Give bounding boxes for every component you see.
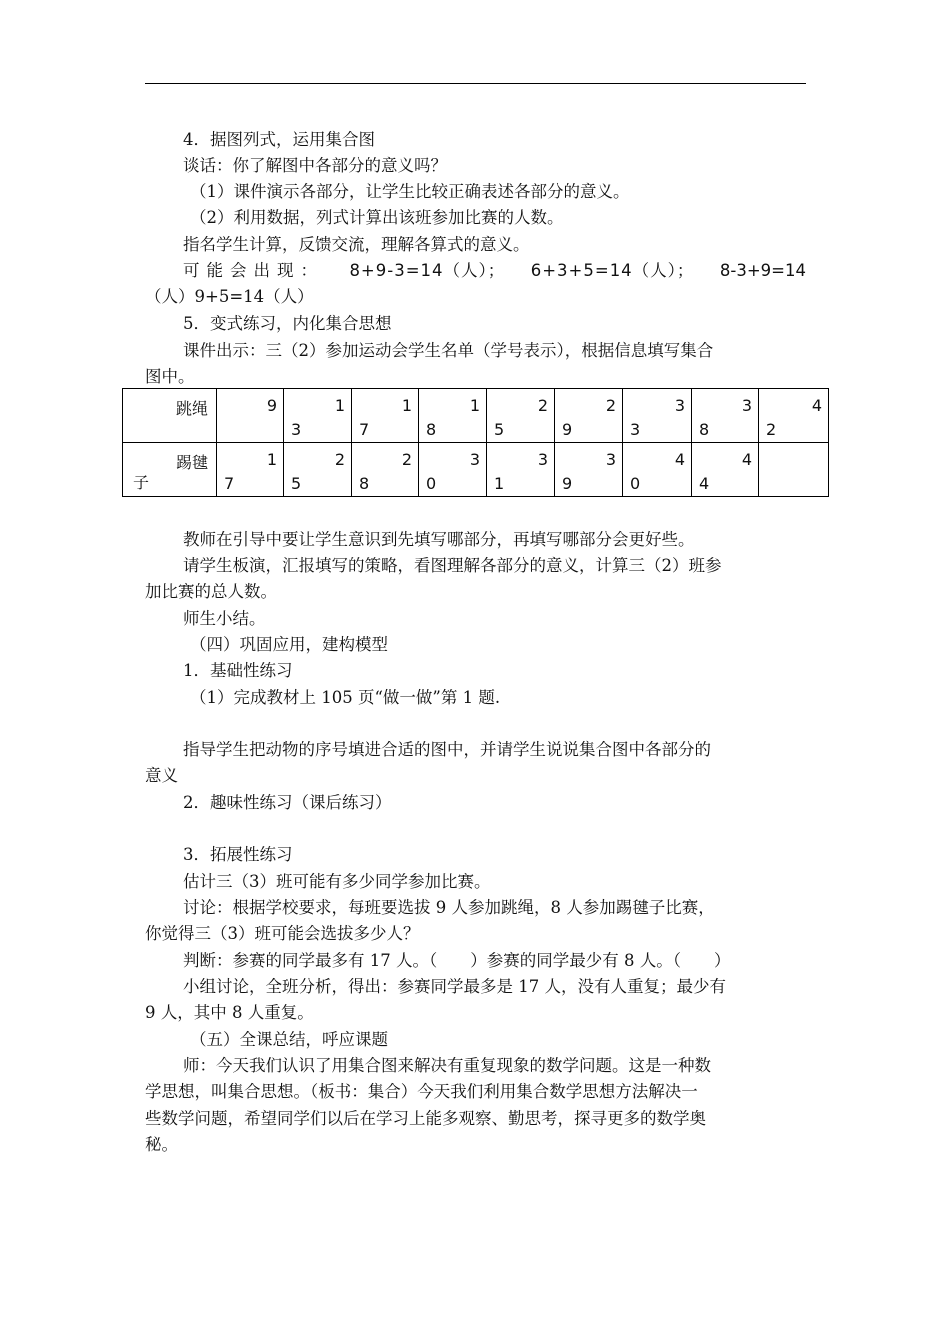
table-cell — [487, 389, 555, 443]
table-cell — [284, 389, 352, 443]
table-cell — [623, 443, 692, 497]
cell-digit: 3 — [537, 450, 548, 469]
table-row-jump-rope — [123, 389, 829, 443]
paragraph: 指名学生计算，反馈交流，理解各算式的意义。 — [183, 235, 530, 254]
cell-digit: 3 — [605, 450, 616, 469]
cell-digit: 2 — [537, 396, 548, 415]
paragraph: 你觉得三（3）班可能会选拔多少人？ — [145, 924, 420, 943]
table-row-shuttlecock — [123, 443, 829, 497]
equation-2: 6+3+5=14（人）； — [530, 261, 695, 280]
paragraph: （1）完成教材上 105 页“做一做”第 1 题. — [190, 688, 501, 707]
heading-5: 5．变式练习，内化集合思想 — [183, 314, 392, 333]
equation-1: 8+9-3=14（人）； — [349, 261, 506, 280]
equation-continued: （人）9+5=14（人） — [145, 287, 314, 306]
cell-digit: 1 — [494, 474, 505, 493]
cell-digit: 3 — [674, 396, 685, 415]
cell-digit: 4 — [674, 450, 685, 469]
row-header — [123, 443, 217, 497]
cell-digit: 1 — [401, 396, 412, 415]
equation-intro: 可能会出现： — [183, 261, 324, 280]
table-cell — [487, 443, 555, 497]
table-cell — [692, 389, 759, 443]
cell-digit: 8 — [426, 420, 437, 439]
cell-digit: 7 — [359, 420, 370, 439]
row-header-label: 踢毽 — [175, 453, 208, 472]
cell-digit: 9 — [562, 420, 573, 439]
paragraph: 讨论：根据学校要求，每班要选拔 9 人参加跳绳，8 人参加踢毽子比赛， — [183, 898, 715, 917]
cell-digit: 1 — [266, 450, 277, 469]
paragraph: 图中。 — [145, 367, 195, 386]
table-cell — [284, 443, 352, 497]
paragraph: 学思想，叫集合思想。（板书：集合）今天我们利用集合数学思想方法解决一 — [145, 1082, 698, 1101]
table-cell — [555, 443, 623, 497]
table-cell — [352, 389, 419, 443]
cell-digit: 8 — [699, 420, 710, 439]
paragraph: 课件出示：三（2）参加运动会学生名单（学号表示），根据信息填写集合 — [183, 341, 714, 360]
subheading: 1．基础性练习 — [183, 661, 293, 680]
paragraph: 估计三（3）班可能有多少同学参加比赛。 — [183, 872, 491, 891]
student-roster-table — [122, 388, 829, 497]
section-heading: （四）巩固应用，建构模型 — [190, 635, 388, 654]
paragraph: 意义 — [145, 766, 178, 785]
cell-digit: 1 — [334, 396, 345, 415]
table-cell — [217, 389, 284, 443]
cell-digit: 5 — [494, 420, 505, 439]
subheading: 2．趣味性练习（课后练习） — [183, 793, 392, 812]
table-cell — [217, 443, 284, 497]
table-cell — [419, 389, 487, 443]
cell-digit: 0 — [630, 474, 641, 493]
cell-digit: 3 — [741, 396, 752, 415]
cell-digit: 2 — [334, 450, 345, 469]
paragraph: 谈话：你了解图中各部分的意义吗？ — [183, 156, 447, 175]
header-rule — [145, 83, 806, 84]
cell-digit: 9 — [562, 474, 573, 493]
section-heading: （五）全课总结，呼应课题 — [190, 1030, 388, 1049]
subheading: 3．拓展性练习 — [183, 845, 293, 864]
cell-digit: 2 — [401, 450, 412, 469]
table-cell — [555, 389, 623, 443]
cell-digit: 2 — [766, 420, 777, 439]
row-header-label-cont: 子 — [133, 473, 150, 492]
table-cell — [419, 443, 487, 497]
paragraph: 判断：参赛的同学最多有 17 人。（ ）参赛的同学最少有 8 人。（ ） — [183, 951, 731, 970]
row-header-label: 跳绳 — [175, 399, 208, 418]
cell-digit: 3 — [291, 420, 302, 439]
cell-digit: 4 — [699, 474, 710, 493]
cell-digit: 4 — [741, 450, 752, 469]
paragraph: 请学生板演，汇报填写的策略，看图理解各部分的意义，计算三（2）班参 — [183, 556, 722, 575]
paragraph: （2）利用数据，列式计算出该班参加比赛的人数。 — [190, 208, 564, 227]
table-cell — [759, 443, 829, 497]
table-cell — [623, 389, 692, 443]
paragraph: 小组讨论，全班分析，得出：参赛同学最多是 17 人，没有人重复；最少有 — [183, 977, 726, 996]
paragraph: 指导学生把动物的序号填进合适的图中，并请学生说说集合图中各部分的 — [183, 740, 711, 759]
paragraph: （1）课件演示各部分，让学生比较正确表述各部分的意义。 — [190, 182, 630, 201]
cell-digit: 2 — [605, 396, 616, 415]
paragraph: 教师在引导中要让学生意识到先填写哪部分，再填写哪部分会更好些。 — [183, 530, 695, 549]
paragraph: 师生小结。 — [183, 609, 266, 628]
paragraph: 9 人，其中 8 人重复。 — [145, 1003, 314, 1022]
cell-digit: 1 — [469, 396, 480, 415]
paragraph: 加比赛的总人数。 — [145, 582, 277, 601]
table-cell — [352, 443, 419, 497]
equation-line — [183, 259, 806, 283]
row-header — [123, 389, 217, 443]
cell-digit: 3 — [469, 450, 480, 469]
paragraph: 秘。 — [145, 1135, 178, 1154]
cell-digit: 5 — [291, 474, 302, 493]
cell-digit: 4 — [811, 396, 822, 415]
equation-3: 8-3+9=14 — [719, 261, 806, 280]
table-cell — [692, 443, 759, 497]
cell-digit: 7 — [224, 474, 235, 493]
cell-digit: 3 — [630, 420, 641, 439]
cell-digit: 8 — [359, 474, 370, 493]
table-cell — [759, 389, 829, 443]
paragraph: 些数学问题，希望同学们以后在学习上能多观察、勤思考，探寻更多的数学奥 — [145, 1109, 706, 1128]
paragraph: 师：今天我们认识了用集合图来解决有重复现象的数学问题。这是一种数 — [183, 1056, 711, 1075]
cell-digit: 9 — [266, 396, 277, 415]
heading-4: 4．据图列式，运用集合图 — [183, 130, 375, 149]
cell-digit: 0 — [426, 474, 437, 493]
